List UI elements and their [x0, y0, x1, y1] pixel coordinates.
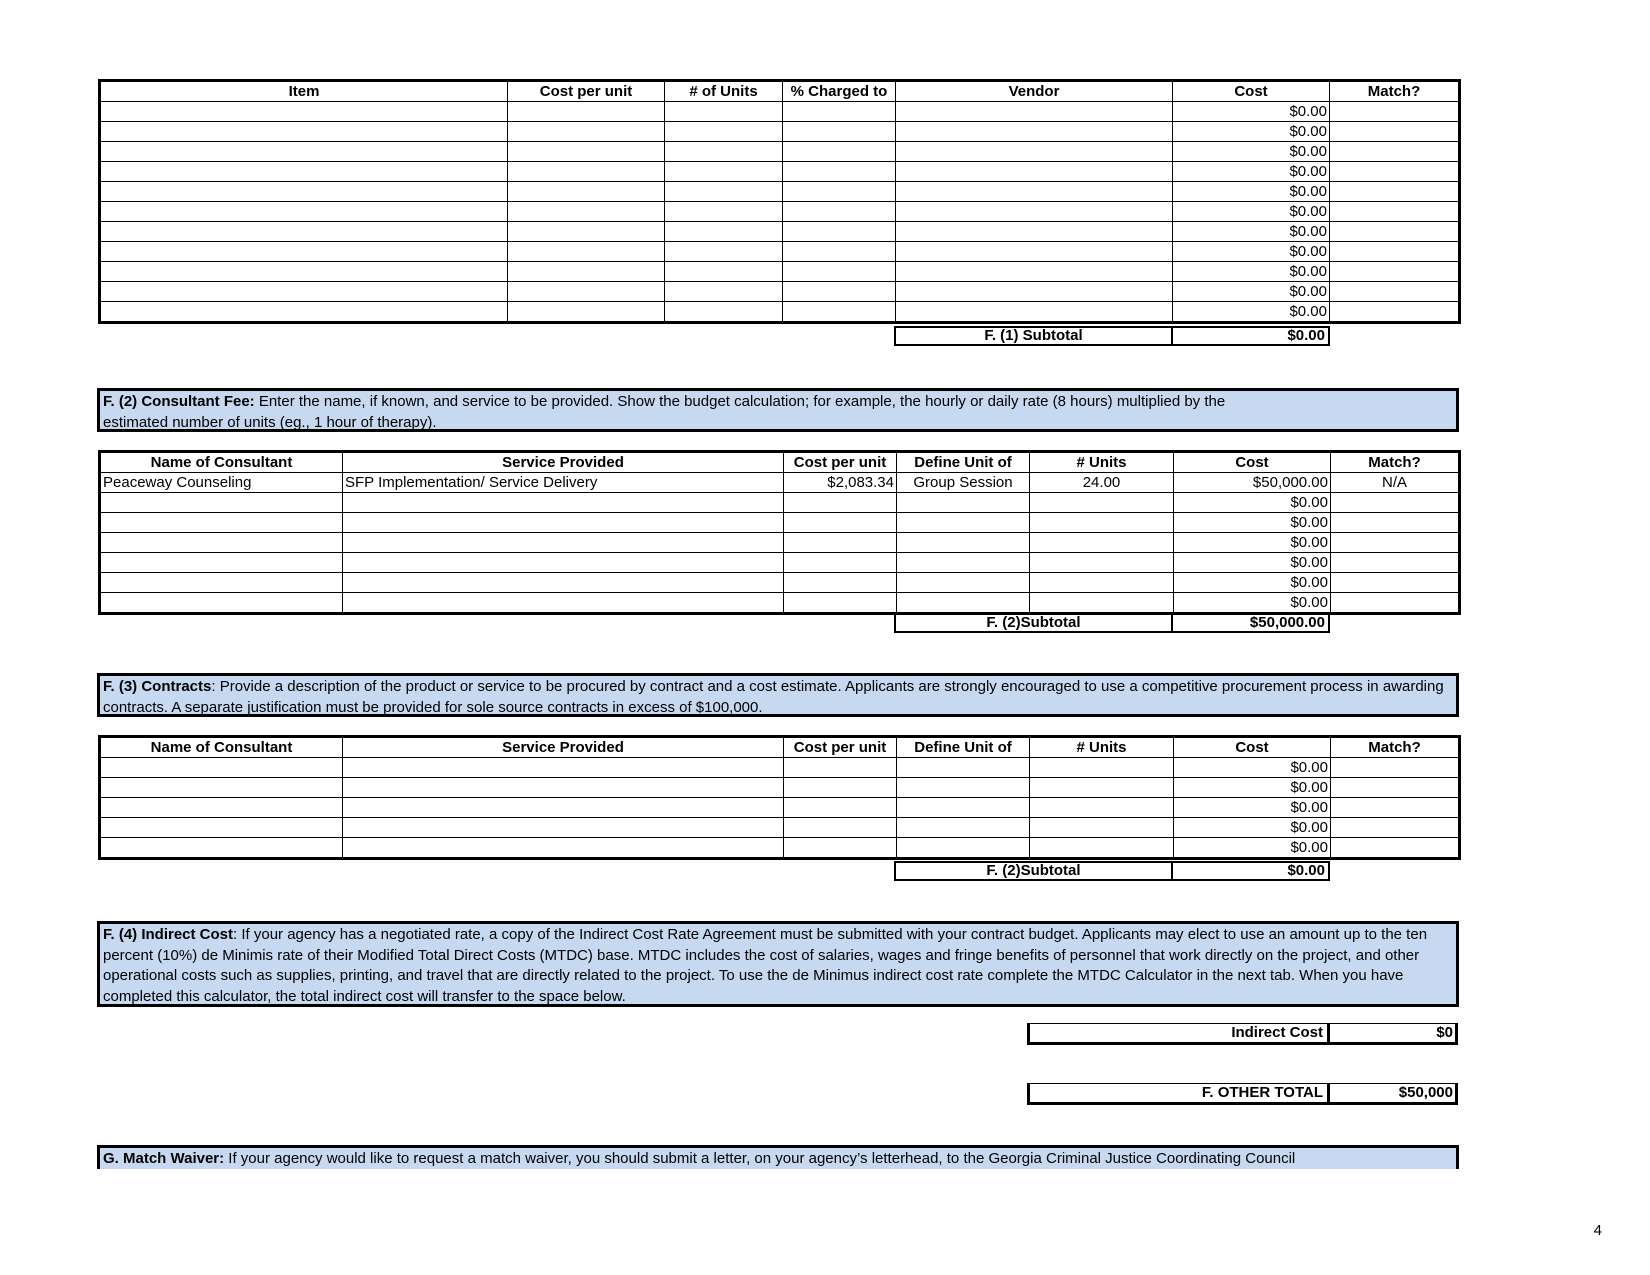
table-row — [100, 473, 1460, 493]
table-cell: Group Session — [897, 473, 1030, 493]
empty-cell — [1030, 798, 1174, 818]
table-cell — [1331, 573, 1460, 593]
empty-cell — [100, 758, 343, 778]
g-match-waiver-note — [97, 1145, 1459, 1169]
empty-cell — [665, 162, 783, 182]
table-row — [100, 553, 1460, 573]
empty-cell — [508, 302, 665, 323]
g-note-text: If your agency would like to request a match waiver, you should submit a letter, on your agency’s letterhead, to the Georgia Criminal Justice Coordinating Council — [224, 1150, 1296, 1167]
empty-cell — [1331, 778, 1460, 798]
table-row — [100, 282, 1460, 302]
other-total-row — [1027, 1083, 1458, 1105]
empty-cell — [783, 242, 896, 262]
empty-cell — [784, 758, 897, 778]
empty-cell — [100, 778, 343, 798]
table-cell — [100, 493, 343, 513]
f4-note-text: : If your agency has a negotiated rate, a copy of the Indirect Cost Rate Agreement must be submitted with your contract budget. Applicants may elect to use an amount up to the ten percent (10%) de Minimis rate of their Modified Total Direct Costs (MTDC) base. MTDC includes the cost of salaries, wages and fringe benefits of personnel that work directly on the project, and other operational costs such as supplies, printing, and travel that are directly related to the project. To use the de Minimus indirect cost rate complete the MTDC Calculator in the next tab. When you have completed this calculator, the total indirect cost will transfer to the space below. — [103, 926, 1428, 1005]
empty-cell — [1331, 798, 1460, 818]
table-cell: $0.00 — [1174, 533, 1331, 553]
table-cell — [100, 553, 343, 573]
table-cell — [897, 553, 1030, 573]
empty-cell — [1030, 838, 1174, 859]
cost-cell: $0.00 — [1174, 818, 1331, 838]
table-cell — [897, 533, 1030, 553]
f2-consultant-fee-note — [97, 388, 1459, 432]
column-header: Cost — [1174, 452, 1331, 473]
column-header: # Units — [1030, 452, 1174, 473]
f3-body — [100, 758, 1460, 859]
empty-cell — [343, 778, 784, 798]
cost-cell: $0.00 — [1173, 302, 1330, 323]
cost-cell: $0.00 — [1173, 242, 1330, 262]
empty-cell — [896, 222, 1173, 242]
f1-subtotal — [894, 326, 1330, 346]
empty-cell — [665, 202, 783, 222]
empty-cell — [783, 262, 896, 282]
column-header: Cost per unit — [784, 452, 897, 473]
empty-cell — [508, 182, 665, 202]
column-header: # Units — [1030, 737, 1174, 758]
table-cell: $50,000.00 — [1174, 473, 1331, 493]
empty-cell — [784, 818, 897, 838]
table-row — [100, 513, 1460, 533]
empty-cell — [1330, 202, 1460, 222]
table-cell — [897, 593, 1030, 614]
indirect-cost-label: Indirect Cost — [1027, 1023, 1330, 1045]
empty-cell — [783, 222, 896, 242]
empty-cell — [896, 102, 1173, 122]
f3-contracts-note — [97, 673, 1459, 717]
table-row — [100, 202, 1460, 222]
f2-subtotal-label: F. (2)Subtotal — [894, 613, 1172, 633]
table-cell — [1030, 493, 1174, 513]
empty-cell — [1030, 818, 1174, 838]
table-row — [100, 778, 1460, 798]
table-cell — [1331, 493, 1460, 513]
empty-cell — [100, 202, 508, 222]
empty-cell — [665, 262, 783, 282]
table-cell — [1331, 553, 1460, 573]
f3-subtotal-label: F. (2)Subtotal — [894, 861, 1172, 881]
f3-subtotal-value: $0.00 — [1172, 861, 1330, 881]
table-row — [100, 573, 1460, 593]
table-cell — [784, 553, 897, 573]
empty-cell — [508, 202, 665, 222]
empty-cell — [897, 818, 1030, 838]
empty-cell — [896, 162, 1173, 182]
table-row — [100, 533, 1460, 553]
f1-subtotal-value: $0.00 — [1172, 326, 1330, 346]
table-cell — [343, 553, 784, 573]
empty-cell — [100, 838, 343, 859]
empty-cell — [897, 758, 1030, 778]
table-row — [100, 102, 1460, 122]
indirect-cost-value: $0 — [1330, 1023, 1458, 1045]
empty-cell — [1331, 758, 1460, 778]
empty-cell — [100, 818, 343, 838]
empty-cell — [1330, 142, 1460, 162]
empty-cell — [508, 142, 665, 162]
empty-cell — [896, 182, 1173, 202]
table-row — [100, 222, 1460, 242]
empty-cell — [1330, 162, 1460, 182]
table-row — [100, 798, 1460, 818]
table-cell — [1030, 593, 1174, 614]
column-header: # of Units — [665, 81, 783, 102]
empty-cell — [896, 282, 1173, 302]
table-cell — [897, 493, 1030, 513]
table-cell: $0.00 — [1174, 513, 1331, 533]
empty-cell — [665, 222, 783, 242]
column-header: % Charged to — [783, 81, 896, 102]
empty-cell — [100, 242, 508, 262]
column-header: Item — [100, 81, 508, 102]
empty-cell — [783, 162, 896, 182]
column-header: Service Provided — [343, 737, 784, 758]
table-cell — [1331, 513, 1460, 533]
empty-cell — [508, 262, 665, 282]
empty-cell — [508, 282, 665, 302]
column-header: Match? — [1331, 452, 1460, 473]
f2-note-text2: estimated number of units (eg., 1 hour of therapy). — [103, 413, 437, 431]
cost-cell: $0.00 — [1173, 102, 1330, 122]
indirect-cost-row — [1027, 1023, 1458, 1045]
table-cell — [343, 573, 784, 593]
table-row — [100, 593, 1460, 614]
cost-cell: $0.00 — [1174, 798, 1331, 818]
cost-cell: $0.00 — [1173, 162, 1330, 182]
f3-subtotal — [894, 861, 1330, 881]
table-cell — [897, 573, 1030, 593]
table-cell: $0.00 — [1174, 553, 1331, 573]
empty-cell — [508, 122, 665, 142]
empty-cell — [783, 282, 896, 302]
column-header: Define Unit of — [897, 452, 1030, 473]
table-cell: $0.00 — [1174, 593, 1331, 614]
table-row — [100, 122, 1460, 142]
empty-cell — [508, 242, 665, 262]
empty-cell — [100, 142, 508, 162]
empty-cell — [343, 818, 784, 838]
f3-note-text: : Provide a description of the product or service to be procured by contract and a cost estimate. Applicants are strongly encouraged to use a competitive procurement process in awarding contracts. A separate justification must be provided for sole source contracts in excess of $100,000. — [103, 678, 1444, 716]
table-row — [100, 142, 1460, 162]
table-row — [100, 758, 1460, 778]
table-cell — [100, 533, 343, 553]
f4-note-title: F. (4) Indirect Cost — [103, 926, 234, 943]
column-header: Cost per unit — [784, 737, 897, 758]
empty-cell — [783, 182, 896, 202]
cost-cell: $0.00 — [1173, 182, 1330, 202]
empty-cell — [1330, 182, 1460, 202]
f3-contracts-table — [98, 735, 1461, 860]
empty-cell — [1331, 838, 1460, 859]
cost-cell: $0.00 — [1173, 222, 1330, 242]
table-cell — [784, 593, 897, 614]
column-header: Cost per unit — [508, 81, 665, 102]
empty-cell — [897, 838, 1030, 859]
empty-cell — [508, 102, 665, 122]
table-row — [100, 262, 1460, 282]
empty-cell — [343, 798, 784, 818]
column-header: Match? — [1331, 737, 1460, 758]
empty-cell — [100, 302, 508, 323]
empty-cell — [100, 182, 508, 202]
table-cell — [100, 513, 343, 533]
cost-cell: $0.00 — [1174, 758, 1331, 778]
f1-body — [100, 102, 1460, 323]
empty-cell — [1330, 222, 1460, 242]
f2-subtotal-value: $50,000.00 — [1172, 613, 1330, 633]
table-cell — [897, 513, 1030, 533]
column-header: Name of Consultant — [100, 737, 343, 758]
empty-cell — [508, 222, 665, 242]
empty-cell — [896, 142, 1173, 162]
f2-note-text: Enter the name, if known, and service to be provided. Show the budget calculation; for example, the hourly or daily rate (8 hours) multiplied by the — [254, 393, 1226, 410]
empty-cell — [665, 182, 783, 202]
empty-cell — [100, 222, 508, 242]
empty-cell — [343, 838, 784, 859]
f4-indirect-cost-note — [97, 921, 1459, 1007]
f2-body — [100, 473, 1460, 614]
table-cell — [784, 573, 897, 593]
empty-cell — [1330, 282, 1460, 302]
other-total-value: $50,000 — [1330, 1083, 1458, 1105]
table-cell: SFP Implementation/ Service Delivery — [343, 473, 784, 493]
empty-cell — [665, 302, 783, 323]
table-cell — [1331, 533, 1460, 553]
table-cell — [343, 533, 784, 553]
empty-cell — [100, 282, 508, 302]
table-row — [100, 818, 1460, 838]
empty-cell — [896, 262, 1173, 282]
empty-cell — [100, 798, 343, 818]
column-header: Name of Consultant — [100, 452, 343, 473]
empty-cell — [1330, 122, 1460, 142]
empty-cell — [100, 262, 508, 282]
table-cell — [100, 573, 343, 593]
empty-cell — [896, 202, 1173, 222]
f2-note-title: F. (2) Consultant Fee: — [103, 393, 255, 410]
f2-consultant-table — [98, 450, 1461, 615]
empty-cell — [783, 102, 896, 122]
empty-cell — [783, 142, 896, 162]
empty-cell — [1030, 758, 1174, 778]
table-cell — [343, 493, 784, 513]
empty-cell — [665, 122, 783, 142]
table-cell — [343, 513, 784, 533]
table-row — [100, 242, 1460, 262]
f3-header-row — [100, 737, 1460, 758]
empty-cell — [1330, 262, 1460, 282]
cost-cell: $0.00 — [1173, 202, 1330, 222]
f1-header-row — [100, 81, 1460, 102]
column-header: Cost — [1173, 81, 1330, 102]
cost-cell: $0.00 — [1174, 838, 1331, 859]
table-cell — [1030, 553, 1174, 573]
f1-subtotal-label: F. (1) Subtotal — [894, 326, 1172, 346]
empty-cell — [784, 838, 897, 859]
f3-note-title: F. (3) Contracts — [103, 678, 212, 695]
table-cell — [784, 533, 897, 553]
empty-cell — [896, 122, 1173, 142]
empty-cell — [783, 122, 896, 142]
empty-cell — [100, 122, 508, 142]
empty-cell — [508, 162, 665, 182]
table-cell — [1030, 533, 1174, 553]
empty-cell — [1330, 302, 1460, 323]
table-row — [100, 838, 1460, 859]
table-row — [100, 182, 1460, 202]
empty-cell — [100, 162, 508, 182]
cost-cell: $0.00 — [1173, 122, 1330, 142]
column-header: Cost — [1174, 737, 1331, 758]
empty-cell — [100, 102, 508, 122]
table-cell: $2,083.34 — [784, 473, 897, 493]
column-header: Define Unit of — [897, 737, 1030, 758]
cost-cell: $0.00 — [1173, 142, 1330, 162]
empty-cell — [897, 778, 1030, 798]
table-cell: Peaceway Counseling — [100, 473, 343, 493]
table-cell — [784, 513, 897, 533]
other-total-label: F. OTHER TOTAL — [1027, 1083, 1330, 1105]
empty-cell — [783, 302, 896, 323]
table-cell — [343, 593, 784, 614]
page-number: 4 — [1593, 1222, 1602, 1239]
table-cell: $0.00 — [1174, 493, 1331, 513]
empty-cell — [1030, 778, 1174, 798]
column-header: Vendor — [896, 81, 1173, 102]
empty-cell — [665, 102, 783, 122]
table-cell — [1030, 573, 1174, 593]
table-row — [100, 302, 1460, 323]
table-cell: N/A — [1331, 473, 1460, 493]
table-cell: 24.00 — [1030, 473, 1174, 493]
column-header: Service Provided — [343, 452, 784, 473]
table-cell — [100, 593, 343, 614]
table-cell — [784, 493, 897, 513]
empty-cell — [1330, 242, 1460, 262]
empty-cell — [1330, 102, 1460, 122]
f1-items-table — [98, 79, 1461, 324]
cost-cell: $0.00 — [1174, 778, 1331, 798]
empty-cell — [665, 142, 783, 162]
empty-cell — [343, 758, 784, 778]
empty-cell — [784, 778, 897, 798]
empty-cell — [1331, 818, 1460, 838]
empty-cell — [897, 798, 1030, 818]
g-note-title: G. Match Waiver: — [103, 1150, 225, 1167]
cost-cell: $0.00 — [1173, 282, 1330, 302]
empty-cell — [783, 202, 896, 222]
empty-cell — [665, 282, 783, 302]
f2-header-row — [100, 452, 1460, 473]
table-cell: $0.00 — [1174, 573, 1331, 593]
empty-cell — [896, 302, 1173, 323]
cost-cell: $0.00 — [1173, 262, 1330, 282]
table-cell — [1030, 513, 1174, 533]
table-cell — [1331, 593, 1460, 614]
f2-subtotal — [894, 613, 1330, 633]
table-row — [100, 493, 1460, 513]
empty-cell — [896, 242, 1173, 262]
empty-cell — [784, 798, 897, 818]
table-row — [100, 162, 1460, 182]
empty-cell — [665, 242, 783, 262]
column-header: Match? — [1330, 81, 1460, 102]
